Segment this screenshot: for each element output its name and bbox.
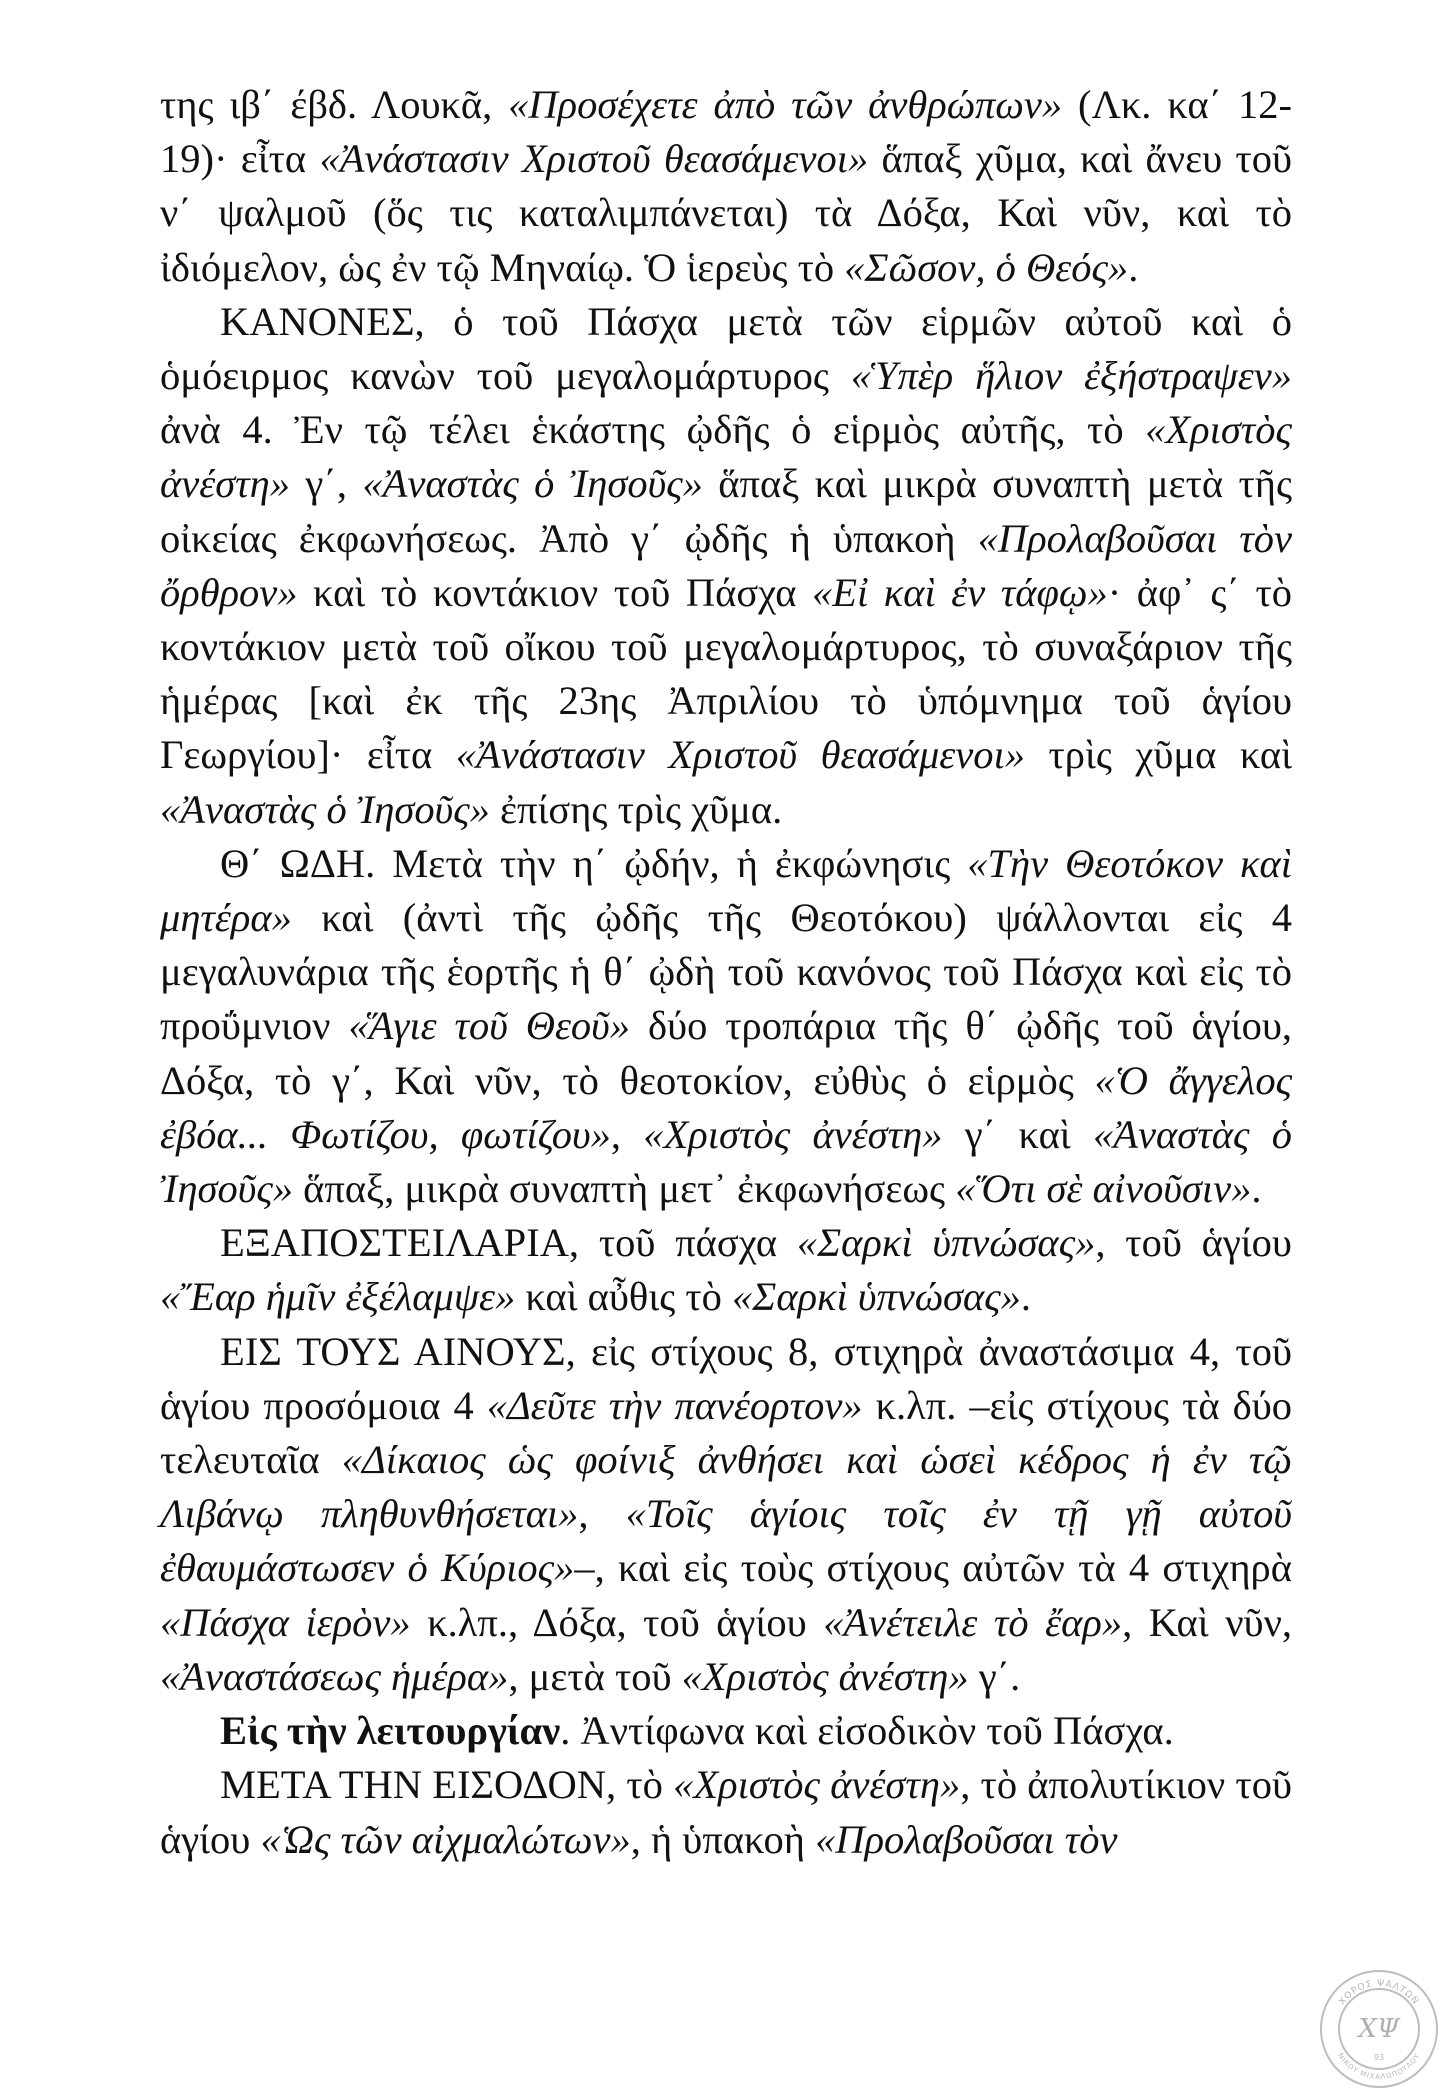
text-run: γ΄. [968,1653,1021,1699]
text-run: γ΄, [290,461,363,507]
text-paragraph [160,1758,1292,1866]
text-run: καὶ αὖθις τὸ [515,1274,733,1320]
stamp-text-top: ΧΟΡΟΣ ΨΑΛΤΩΝ [1337,1978,1421,2008]
text-run: , μετὰ τοῦ [508,1653,682,1699]
text-run: κ.λπ., Δόξα, τοῦ ἁγίου [410,1599,824,1645]
text-run: . Ἀντίφωνα καὶ εἰσοδικὸν τοῦ Πάσχα. [560,1708,1174,1754]
text-paragraph [160,1216,1292,1324]
italic-text-run: «Ἔαρ ἡμῖν ἐξέλαμψε» [160,1274,516,1320]
italic-text-run: «Ὁ ἄγγελος ἐβόα... Φωτίζου, φωτίζου» [160,1057,1293,1157]
text-run: ἅπαξ, μικρὰ συναπτὴ μετ᾽ ἐκφωνήσεως [293,1166,956,1212]
italic-text-run: «Χριστὸς ἀνέστη» [681,1653,969,1699]
text-run: Θ΄ ΩΔΗ. Μετὰ τὴν η΄ ᾠδήν, ἡ ἐκφώνησις [220,840,968,886]
text-run: . [1020,1274,1032,1320]
text-run: , τὸ ἀπολυτίκιον τοῦ ἁγίου [160,1762,1292,1862]
italic-text-run: «Χριστὸς ἀνέστη» [160,407,1292,507]
bold-text-run: Εἰς τὴν λειτουργίαν [220,1708,561,1754]
stamp-text-bottom: ΝΙΚΟΥ ΜΙΧΑΛΟΠΟΥΛΟΥ [1336,2051,1422,2082]
text-run: ΕΙΣ ΤΟΥΣ ΑΙΝΟΥΣ, εἰς στίχους 8, στιχηρὰ ἀναστάσιμα 4, τοῦ ἁγίου προσόμοια 4 [160,1328,1292,1428]
italic-text-run: «Σαρκὶ ὑπνώσας» [732,1274,1021,1320]
text-run: κ.λπ. –εἰς στίχους τὰ δύο τελευταῖα [160,1382,1292,1483]
italic-text-run: «Σῶσον, ὁ Θεός» [844,244,1129,290]
italic-text-run: «Ἀνάστασιν Χριστοῦ θεασάμενοι» [455,732,1025,778]
text-run: –, καὶ εἰς τοὺς στίχους αὐτῶν τὰ 4 στιχηρὰ [574,1545,1292,1591]
text-run: ἅπαξ χῦμα, καὶ ἄνευ τοῦ ν΄ ψαλμοῦ (ὅς τις καταλιμπάνεται) τὰ Δόξα, Καὶ νῦν, καὶ τὸ ἰδιόμελον, ὡς ἐν τῷ Μηναίῳ. Ὁ ἱερεὺς τὸ [160,136,1292,290]
document-text-body [160,78,1292,1867]
italic-text-run: «Τὴν Θεοτόκον καὶ μητέρα» [160,840,1292,941]
italic-text-run: «Δίκαιος ὡς φοίνιξ ἀνθήσει καὶ ὡσεὶ κέδρος ἡ ἐν τῷ Λιβάνῳ πληθυνθήσεται» [160,1437,1292,1537]
italic-text-run: «Σαρκὶ ὑπνώσας» [796,1220,1096,1266]
italic-text-run: «Ὅτι σὲ αἰνοῦσιν» [955,1166,1252,1212]
text-run: , [610,1111,644,1157]
text-run: ἅπαξ καὶ μικρὰ συναπτὴ μετὰ τῆς οἰκείας ἐκφωνήσεως. Ἀπὸ γ΄ ᾠδῆς ἡ ὑπακοὴ [160,461,1292,561]
italic-text-run: «Ἀναστὰς ὁ Ἰησοῦς» [362,461,703,507]
italic-text-run: «Ἀνέτειλε τὸ ἔαρ» [823,1599,1123,1645]
text-paragraph [160,295,1292,837]
text-paragraph [160,1325,1292,1704]
text-run: καὶ τὸ κοντάκιον τοῦ Πάσχα [297,569,813,615]
italic-text-run: «Χριστὸς ἀνέστη» [643,1111,943,1157]
italic-text-run: «Ἀνάστασιν Χριστοῦ θεασάμενοι» [319,136,869,182]
text-run: . [1251,1166,1262,1212]
italic-text-run: «Ἅγιε τοῦ Θεοῦ» [348,1003,631,1049]
text-run: τρὶς χῦμα καὶ [1024,732,1292,778]
text-run: της ιβ΄ έβδ. Λουκᾶ, [160,82,509,127]
italic-text-run: «Χριστὸς ἀνέστη» [673,1762,961,1808]
text-paragraph [160,837,1292,1216]
stamp-monogram: ΧΨ [1358,2014,1400,2044]
italic-text-run: «Εἰ καὶ ἐν τάφῳ» [812,569,1108,615]
seal-stamp-icon [1318,1968,1440,2090]
italic-text-run: «Δεῦτε τὴν πανέορτον» [486,1382,863,1428]
text-run: , [578,1491,626,1537]
text-run: ἀνὰ 4. Ἐν τῷ τέλει ἑκάστης ᾠδῆς ὁ εἱρμὸς αὐτῆς, τὸ [160,407,1146,453]
stamp-number: 93 [1373,2053,1385,2062]
text-run: γ΄ καὶ [942,1111,1094,1157]
text-run: , Καὶ νῦν, [1122,1599,1293,1645]
text-run: , τοῦ ἁγίου [1095,1220,1292,1266]
italic-text-run: «Ὑπὲρ ἥλιον ἐξήστραψεν» [850,353,1292,399]
text-run: ΜΕΤΑ ΤΗΝ ΕΙΣΟΔΟΝ, τὸ [220,1762,674,1808]
text-paragraph [160,1704,1292,1758]
text-run: ΕΞΑΠΟΣΤΕΙΛΑΡΙΑ, τοῦ πάσχα [220,1220,797,1266]
italic-text-run: «Ἀναστὰς ὁ Ἰησοῦς» [160,786,490,832]
italic-text-run: «Ἀναστάσεως ἡμέρα» [160,1653,509,1699]
text-run: ΚΑΝΟΝΕΣ, ὁ τοῦ Πάσχα μετὰ τῶν εἱρμῶν αὐτοῦ καὶ ὁ ὁμόειρμος κανὼν τοῦ μεγαλομάρτυρος [160,298,1292,399]
text-run: ἐπίσης τρὶς χῦμα. [489,786,783,832]
italic-text-run: «Προλαβοῦσαι τὸν [815,1816,1118,1862]
italic-text-run: «Τοῖς ἁγίοις τοῖς ἐν τῇ γῇ αὐτοῦ ἐθαυμάστωσεν ὁ Κύριος» [160,1491,1292,1591]
text-paragraph [160,78,1292,295]
italic-text-run: «Πάσχα ἱερὸν» [160,1599,411,1645]
text-run: · ἀφ᾽ ς΄ τὸ κοντάκιον μετὰ τοῦ οἴκου τοῦ μεγαλομάρτυρος, τὸ συναξάριον τῆς ἡμέρας [καὶ ἐκ τῆς 23ης Ἀπριλίου τὸ ὑπόμνημα τοῦ ἁγίου Γεωργίου]· εἶτα [160,569,1292,778]
italic-text-run: «Προλαβοῦσαι τὸν ὄρθρον» [160,515,1293,615]
italic-text-run: «Ὡς τῶν αἰχμαλώτων» [260,1816,631,1862]
text-run: . [1128,244,1139,290]
text-run: , ἡ ὑπακοὴ [630,1816,816,1862]
text-run: (Λκ. κα΄ 12-19)· εἶτα [160,82,1292,182]
text-run: δύο τροπάρια τῆς θ΄ ᾠδῆς τοῦ ἁγίου, Δόξα, τὸ γ΄, Καὶ νῦν, τὸ θεοτοκίον, εὐθὺς ὁ εἱρμὸς [160,1003,1292,1103]
italic-text-run: «Ἀναστὰς ὁ Ἰησοῦς» [160,1111,1292,1212]
italic-text-run: «Προσέχετε ἀπὸ τῶν ἀνθρώπων» [508,82,1063,127]
text-run: καὶ (ἀντὶ τῆς ᾠδῆς τῆς Θεοτόκου) ψάλλονται εἰς 4 μεγαλυνάρια τῆς ἑορτῆς ἡ θ΄ ᾠδὴ τοῦ κανόνος τοῦ Πάσχα καὶ εἰς τὸ προΰμνιον [160,895,1292,1049]
